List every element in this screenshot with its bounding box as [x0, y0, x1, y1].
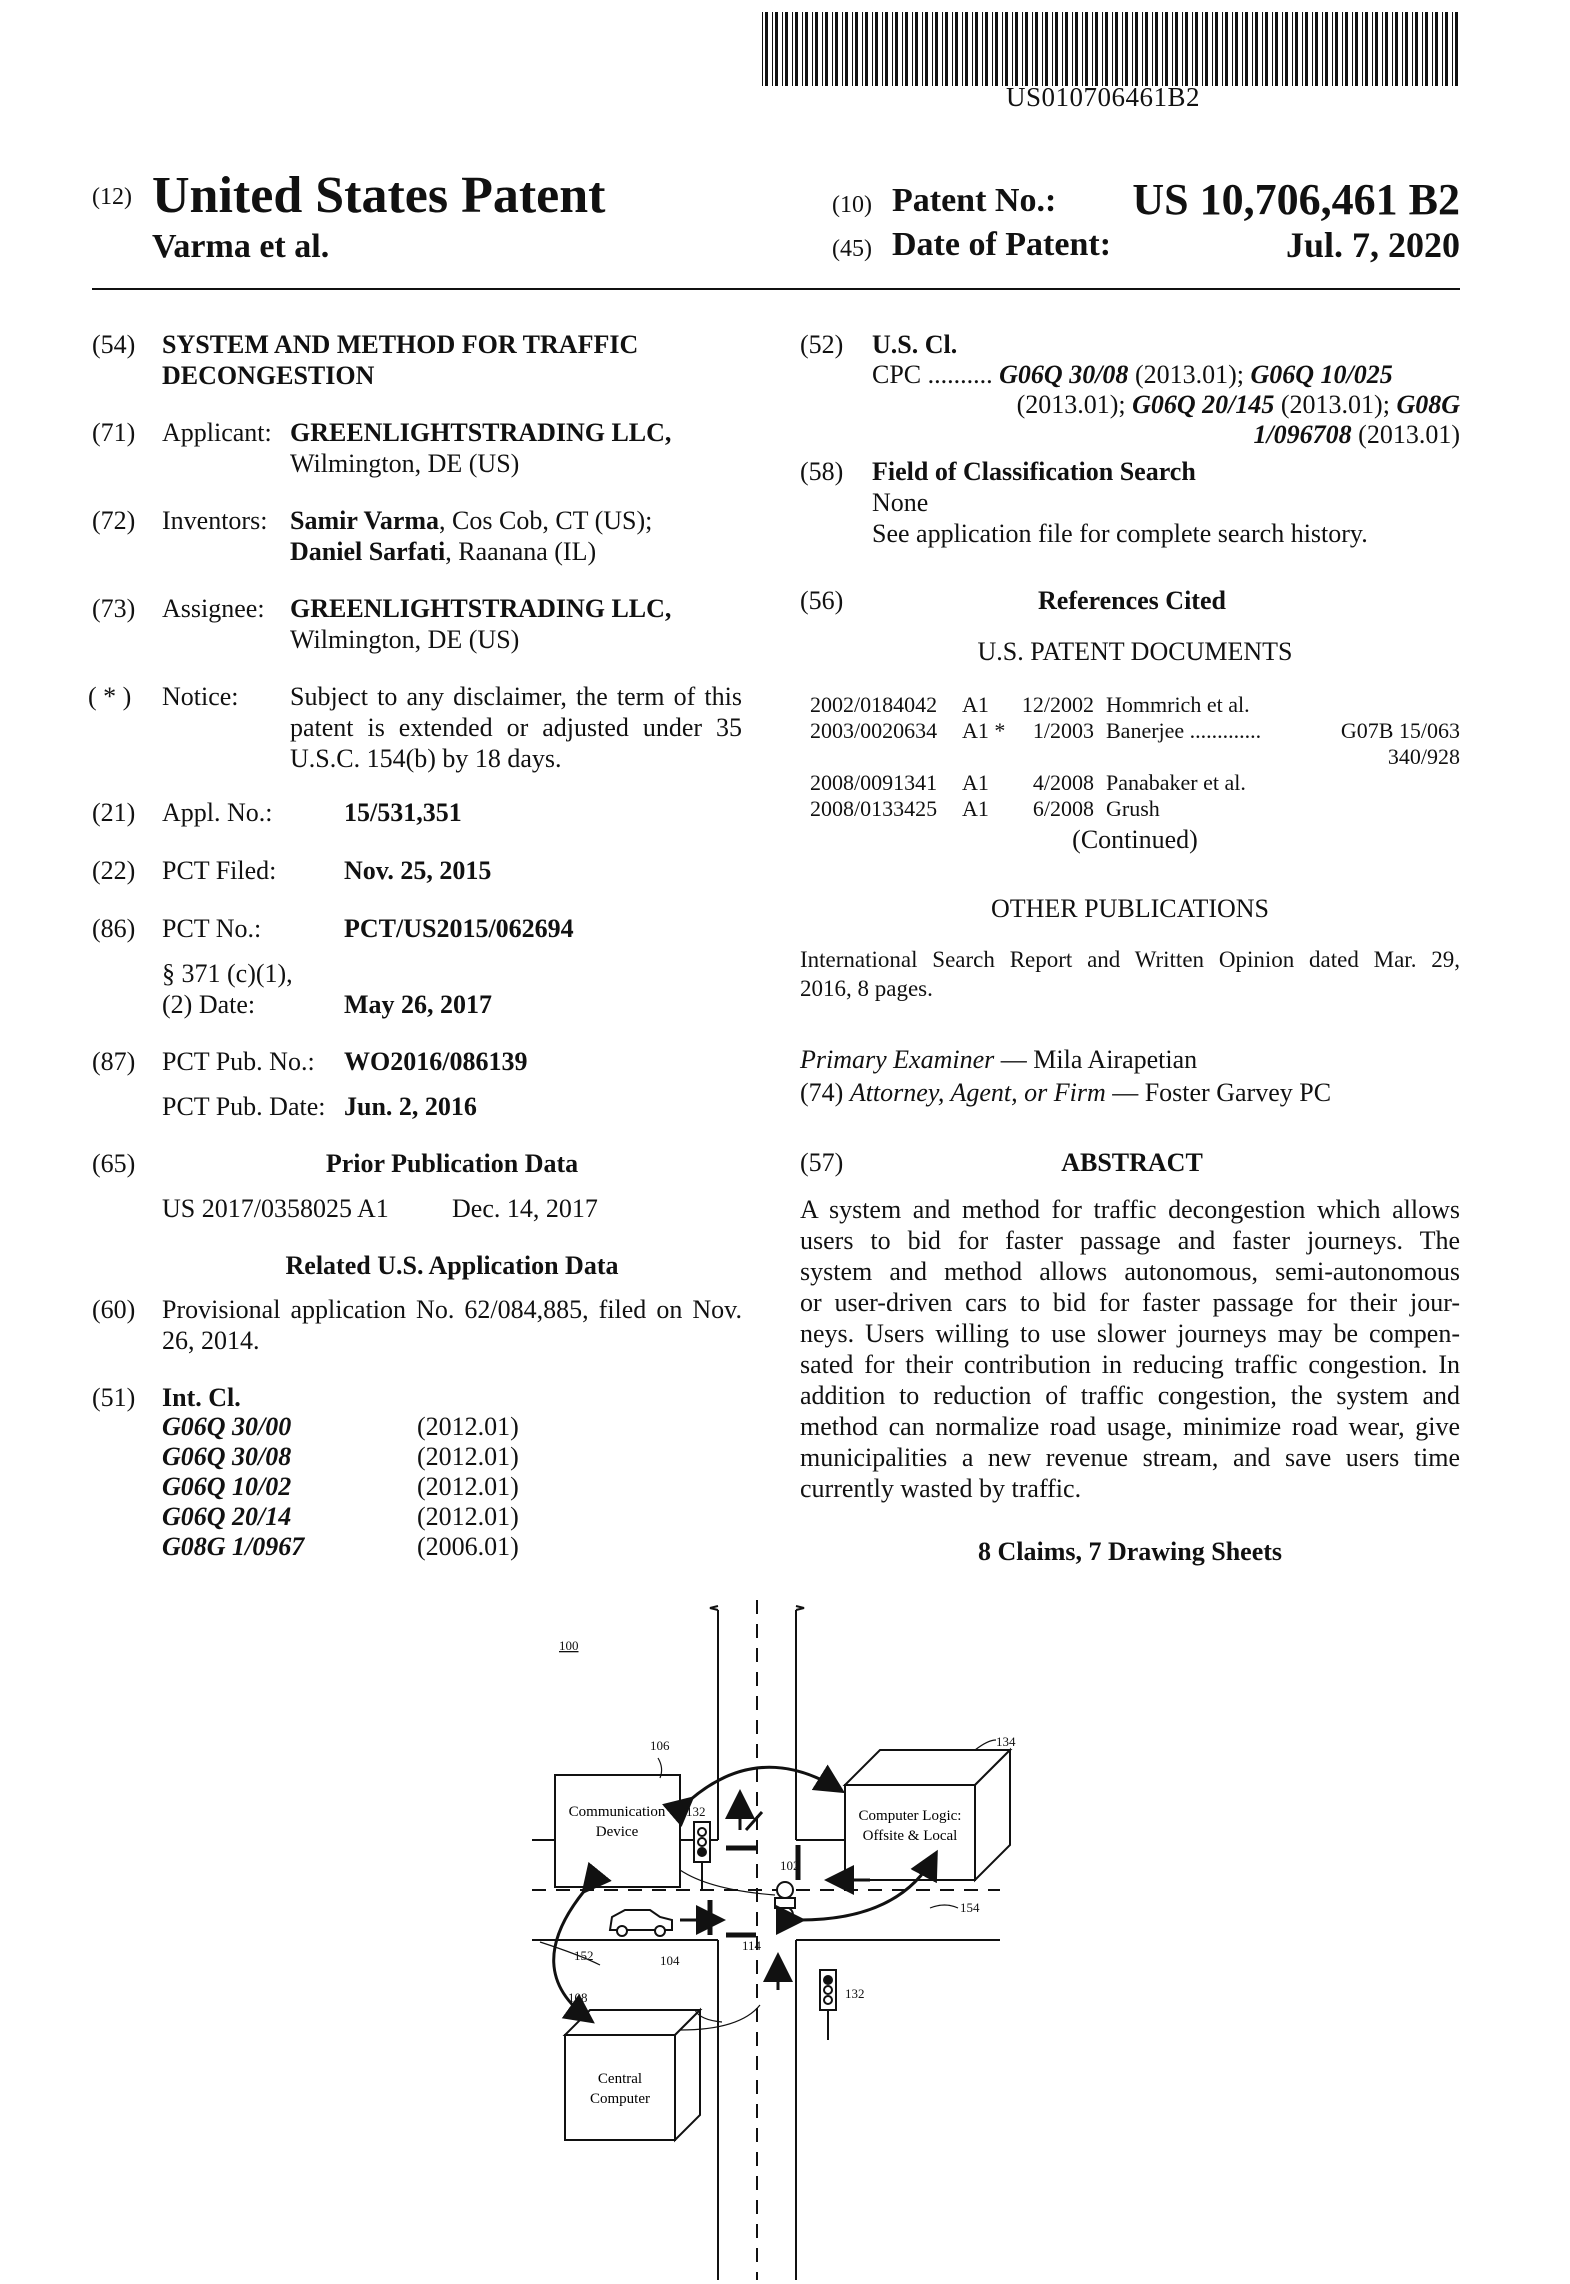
provisional-line-1: Provisional application No. 62/084,885, filed on Nov.	[162, 1295, 742, 1324]
primary-examiner: Primary Examiner — Mila Airapetian	[800, 1045, 1198, 1074]
int-cl-heading: Int. Cl.	[162, 1383, 241, 1412]
barcode-bar	[1235, 12, 1238, 86]
barcode-bar	[1315, 12, 1318, 86]
abstract-heading: ABSTRACT	[1061, 1148, 1203, 1177]
barcode-bar	[985, 12, 988, 86]
barcode-bar	[1005, 12, 1008, 86]
assignee-location: Wilmington, DE (US)	[290, 625, 520, 654]
int-cl-row: G08G 1/0967 (2006.01)	[162, 1532, 519, 1561]
barcode-bar	[1165, 12, 1168, 86]
pct-filed: Nov. 25, 2015	[344, 856, 492, 885]
barcode-bar	[935, 12, 938, 86]
barcode-bar	[1345, 12, 1348, 86]
applicant-label: Applicant:	[162, 418, 272, 447]
barcode-bar	[992, 12, 993, 86]
barcode-bar	[825, 12, 828, 86]
code-60: (60)	[92, 1295, 136, 1324]
reference-row: 2008/0091341 A1 4/2008 Panabaker et al.	[810, 770, 1246, 795]
barcode-bar	[1202, 12, 1203, 86]
computer-logic-label-2: Offsite & Local	[862, 1828, 958, 1844]
barcode-bar	[1282, 12, 1283, 86]
notice-line-2: patent is extended or adjusted under 35	[290, 713, 742, 742]
barcode-bar	[1112, 12, 1113, 86]
prior-pub-heading: Prior Publication Data	[325, 1149, 579, 1178]
claims-summary: 8 Claims, 7 Drawing Sheets	[977, 1537, 1283, 1566]
abstract-line: method can normalize road usage, minimize road wear, give	[800, 1412, 1460, 1441]
code-10: (10)	[832, 192, 872, 218]
barcode-bar	[1392, 12, 1393, 86]
abstract-text	[800, 1194, 1460, 1504]
patent-date: Jul. 7, 2020	[1285, 225, 1460, 265]
ref-114: 114	[742, 1938, 762, 1953]
barcode-bar	[872, 12, 873, 86]
other-pubs-heading: OTHER PUBLICATIONS	[990, 894, 1270, 923]
barcode-bar	[815, 12, 818, 86]
car-icon	[610, 1910, 672, 1936]
barcode-bar	[1325, 12, 1328, 86]
barcode-bar	[812, 12, 813, 86]
barcode-bar	[1012, 12, 1013, 86]
barcode-bar	[1312, 12, 1313, 86]
barcode-bar	[962, 12, 963, 86]
traffic-light-upper	[694, 1822, 710, 1890]
barcode-bar	[782, 12, 783, 86]
barcode-bar	[905, 12, 908, 86]
barcode-bar	[1352, 12, 1353, 86]
abstract-line: system and method allows autonomous, semi-autonomous	[800, 1257, 1460, 1286]
barcode-bar	[1332, 12, 1333, 86]
barcode-bar	[885, 12, 888, 86]
barcode-bar	[1142, 12, 1143, 86]
barcode-bar	[822, 12, 823, 86]
code-12: (12)	[92, 184, 132, 210]
abstract-line: or user-driven cars to bid for faster passage for their jour-	[800, 1288, 1460, 1317]
date-label: Date of Patent:	[892, 226, 1112, 263]
barcode-bar	[975, 12, 978, 86]
barcode-bar	[1095, 12, 1098, 86]
barcode-bar	[1172, 12, 1173, 86]
barcode-bar	[1385, 12, 1388, 86]
title-line-2: DECONGESTION	[162, 361, 375, 390]
code-73: (73)	[92, 594, 136, 623]
abstract-line: addition to reduction of traffic congestion, the system and	[800, 1381, 1460, 1410]
barcode-bar	[1285, 12, 1288, 86]
code-72: (72)	[92, 506, 136, 535]
ref-108: 108	[568, 1990, 588, 2005]
barcode-bar	[895, 12, 898, 86]
barcode-bar	[1452, 12, 1453, 86]
barcode-bar	[1355, 12, 1358, 86]
barcode-bar	[1052, 12, 1053, 86]
cpc-line-1: CPC .......... G06Q 30/08 (2013.01); G06Q 10/025	[872, 360, 1393, 389]
barcode-bar	[1105, 12, 1108, 86]
abstract-line: municipalities a new revenue stream, and save users time	[800, 1443, 1460, 1472]
applicant-name: GREENLIGHTSTRADING LLC,	[290, 418, 672, 447]
barcode-bar	[1195, 12, 1198, 86]
other-pubs-line-2: 2016, 8 pages.	[800, 976, 933, 1001]
cpc-line-2: (2013.01); G06Q 20/145 (2013.01); G08G	[1016, 390, 1460, 419]
code-45: (45)	[832, 236, 872, 262]
barcode-bar	[835, 12, 838, 86]
barcode-bar	[1092, 12, 1093, 86]
barcode-bar	[775, 12, 778, 86]
barcode-bar	[765, 12, 768, 86]
barcode-bar	[1412, 12, 1413, 86]
barcode-bar	[965, 12, 968, 86]
s371-line-2: (2) Date:	[162, 990, 256, 1019]
barcode-bar	[1272, 12, 1273, 86]
barcode-bar	[1395, 12, 1398, 86]
barcode-bar	[1442, 12, 1443, 86]
barcode-bar	[842, 12, 843, 86]
s371-line-1: § 371 (c)(1),	[162, 959, 293, 988]
barcode-bar	[1145, 12, 1148, 86]
central-computer-label-2: Computer	[590, 2091, 650, 2107]
barcode-bar	[1335, 12, 1338, 86]
barcode-bar	[1055, 12, 1058, 86]
barcode-bar	[1342, 12, 1343, 86]
cpc-line-3: 1/096708 (2013.01)	[1253, 420, 1460, 449]
barcode-bar	[1242, 12, 1243, 86]
ref-102: 102	[780, 1858, 800, 1873]
barcode-bar	[902, 12, 903, 86]
code-56: (56)	[800, 586, 844, 615]
barcode-bar	[1362, 12, 1363, 86]
patent-type: United States Patent	[152, 167, 606, 224]
abstract-line: currently wasted by traffic.	[800, 1474, 1082, 1503]
prior-pub-date: Dec. 14, 2017	[452, 1194, 598, 1223]
barcode-bar	[772, 12, 773, 86]
barcode-bar	[852, 12, 853, 86]
assignee-label: Assignee:	[162, 594, 265, 623]
code-54: (54)	[92, 330, 136, 359]
us-patent-docs-heading: U.S. PATENT DOCUMENTS	[977, 637, 1293, 666]
front-page-drawing	[0, 1590, 1570, 2284]
ref-106: 106	[650, 1738, 670, 1753]
ref-152: 152	[574, 1948, 594, 1963]
abstract-line: A system and method for traffic decongestion which allows	[800, 1195, 1460, 1224]
abstract-line: sated for their contribution in reducing traffic congestion. In	[800, 1350, 1460, 1379]
code-52: (52)	[800, 330, 844, 359]
ref-134: 134	[996, 1734, 1016, 1749]
ref-100: 100	[559, 1638, 579, 1653]
barcode-bar	[932, 12, 933, 86]
barcode-bar	[1022, 12, 1023, 86]
barcode-bar	[1302, 12, 1303, 86]
barcode-bar	[1432, 12, 1433, 86]
other-pubs-line-1: International Search Report and Written Opinion dated Mar. 29,	[800, 947, 1460, 972]
barcode-bar	[1275, 12, 1278, 86]
assignee-name: GREENLIGHTSTRADING LLC,	[290, 594, 672, 623]
barcode-bar	[1025, 12, 1028, 86]
references-table	[810, 692, 1460, 822]
barcode-bar	[1245, 12, 1248, 86]
ref-104: 104	[660, 1953, 680, 1968]
barcode-bar	[1422, 12, 1423, 86]
reference-row: 2008/0133425 A1 6/2008 Grush	[810, 796, 1160, 821]
patent-no-label: Patent No.:	[892, 182, 1057, 219]
code-58: (58)	[800, 457, 844, 486]
barcode-bar	[865, 12, 868, 86]
barcode-bar	[1125, 12, 1128, 86]
title-line-1: SYSTEM AND METHOD FOR TRAFFIC	[162, 330, 639, 359]
barcode-bar	[1425, 12, 1428, 86]
barcode-bar	[1255, 12, 1258, 86]
barcode-bar	[1032, 12, 1033, 86]
barcode-bar	[1225, 12, 1228, 86]
int-cl-list	[162, 1412, 519, 1562]
barcode-bar	[802, 12, 803, 86]
barcode-bar	[875, 12, 878, 86]
reference-row: 340/928	[1387, 744, 1460, 769]
computer-logic-label-1: Computer Logic:	[858, 1808, 962, 1824]
references-continued: (Continued)	[1072, 825, 1198, 854]
barcode-bar	[855, 12, 858, 86]
barcode-bar	[1132, 12, 1133, 86]
pct-pub-date: Jun. 2, 2016	[344, 1092, 477, 1121]
barcode-bar	[1292, 12, 1293, 86]
field-search-heading: Field of Classification Search	[872, 457, 1196, 486]
barcode-bar	[952, 12, 953, 86]
barcode-bar	[1295, 12, 1298, 86]
code-22: (22)	[92, 856, 136, 885]
barcode-bar	[892, 12, 893, 86]
ref-154: 154	[960, 1900, 980, 1915]
barcode-bar	[785, 12, 788, 86]
barcode-bar	[1382, 12, 1383, 86]
int-cl-row: G06Q 20/14 (2012.01)	[162, 1502, 519, 1531]
barcode-bar	[1045, 12, 1048, 86]
int-cl-row: G06Q 30/00 (2012.01)	[162, 1412, 519, 1441]
reference-row: 2002/0184042 A1 12/2002 Hommrich et al.	[810, 692, 1250, 717]
barcode-bar	[792, 12, 793, 86]
barcode-bar	[915, 12, 918, 86]
vehicle-icon	[775, 1882, 795, 1923]
barcode-bar	[1102, 12, 1103, 86]
barcode-number: US010706461B2	[1006, 82, 1201, 112]
abstract-line: neys. Users willing to use slower journeys may be compen-	[800, 1319, 1460, 1348]
barcode-bar	[1075, 12, 1078, 86]
barcode-bar	[1162, 12, 1163, 86]
attorney: (74) Attorney, Agent, or Firm — Foster Garvey PC	[800, 1078, 1332, 1107]
s371-date: May 26, 2017	[344, 990, 493, 1019]
references-heading: References Cited	[1038, 586, 1226, 615]
prior-pub-number: US 2017/0358025 A1	[162, 1194, 389, 1223]
barcode-bar	[1415, 12, 1418, 86]
barcode-bar	[762, 12, 763, 86]
barcode-bar	[925, 12, 928, 86]
header-rule	[92, 288, 1460, 290]
patent-no: US 10,706,461 B2	[1132, 175, 1460, 224]
barcode-bar	[1322, 12, 1323, 86]
barcode-bar	[955, 12, 958, 86]
barcode-bar	[1232, 12, 1233, 86]
barcode-bar	[1455, 12, 1458, 86]
barcode-bar	[1365, 12, 1368, 86]
barcode-bar	[1002, 12, 1003, 86]
barcode-bar	[1375, 12, 1378, 86]
barcode-bar	[1015, 12, 1018, 86]
barcode-bar	[972, 12, 973, 86]
barcode-bar	[795, 12, 798, 86]
barcode-bar	[995, 12, 998, 86]
barcode-bar	[1445, 12, 1448, 86]
ref-132-lower: 132	[845, 1986, 865, 2001]
pct-no-label: PCT No.:	[162, 914, 262, 943]
barcode-bar	[945, 12, 948, 86]
barcode-bar	[1262, 12, 1263, 86]
traffic-light-lower	[820, 1970, 836, 2040]
barcode-bar	[845, 12, 848, 86]
barcode-bar	[882, 12, 883, 86]
pct-filed-label: PCT Filed:	[162, 856, 277, 885]
barcode-bar	[832, 12, 833, 86]
code-71: (71)	[92, 418, 136, 447]
barcode-bar	[982, 12, 983, 86]
pct-pub-no-label: PCT Pub. No.:	[162, 1047, 315, 1076]
us-cl-heading: U.S. Cl.	[872, 330, 958, 359]
inventor-2: Daniel Sarfati, Raanana (IL)	[290, 537, 597, 566]
barcode	[760, 12, 1460, 86]
barcode-bar	[1042, 12, 1043, 86]
inventors-label: Inventors:	[162, 506, 268, 535]
code-65: (65)	[92, 1149, 136, 1178]
barcode-bar	[942, 12, 943, 86]
barcode-bar	[1402, 12, 1403, 86]
code-51: (51)	[92, 1383, 136, 1412]
applicant-location: Wilmington, DE (US)	[290, 449, 520, 478]
barcode-bar	[1205, 12, 1208, 86]
int-cl-row: G06Q 30/08 (2012.01)	[162, 1442, 519, 1471]
barcode-bar	[1115, 12, 1118, 86]
barcode-bar	[1152, 12, 1153, 86]
barcode-bar	[1212, 12, 1213, 86]
barcode-bar	[1182, 12, 1183, 86]
int-cl-row: G06Q 10/02 (2012.01)	[162, 1472, 519, 1501]
code-87: (87)	[92, 1047, 136, 1076]
pct-no: PCT/US2015/062694	[344, 914, 574, 943]
barcode-bar	[1155, 12, 1158, 86]
notice-code: ( * )	[88, 682, 132, 711]
ref-132-upper: 132	[686, 1804, 706, 1819]
barcode-bar	[1035, 12, 1038, 86]
field-search-none: None	[872, 488, 929, 517]
barcode-bar	[1215, 12, 1218, 86]
pct-pub-no: WO2016/086139	[344, 1047, 528, 1076]
central-computer-label-1: Central	[597, 2071, 643, 2087]
notice-line-3: U.S.C. 154(b) by 18 days.	[290, 744, 562, 773]
barcode-bar	[1082, 12, 1083, 86]
barcode-bar	[805, 12, 808, 86]
code-86: (86)	[92, 914, 136, 943]
barcode-bar	[1065, 12, 1068, 86]
field-search-note: See application file for complete search history.	[872, 519, 1368, 548]
appl-no-label: Appl. No.:	[162, 798, 273, 827]
code-57: (57)	[800, 1148, 844, 1177]
barcode-bar	[1265, 12, 1268, 86]
code-21: (21)	[92, 798, 136, 827]
barcode-bar	[1122, 12, 1123, 86]
inventor-1: Samir Varma, Cos Cob, CT (US);	[290, 506, 653, 535]
barcode-bar	[1072, 12, 1073, 86]
barcode-bar	[1252, 12, 1253, 86]
barcode-bar	[1405, 12, 1408, 86]
comm-device-label-1: Communication	[568, 1804, 666, 1820]
barcode-bar	[1372, 12, 1373, 86]
abstract-line: users to bid for faster passage and faster journeys. The	[800, 1226, 1460, 1255]
barcode-bar	[912, 12, 913, 86]
notice-label: Notice:	[162, 682, 239, 711]
barcode-bar	[922, 12, 923, 86]
barcode-bar	[862, 12, 863, 86]
barcode-bar	[1192, 12, 1193, 86]
barcode-bar	[1085, 12, 1088, 86]
appl-no: 15/531,351	[344, 798, 462, 827]
barcode-bar	[1185, 12, 1188, 86]
barcode-bar	[1305, 12, 1308, 86]
barcode-bar	[1435, 12, 1438, 86]
reference-row: 2003/0020634 A1 * 1/2003 Banerjee ............. G07B 15/063	[810, 718, 1460, 743]
pct-pub-date-label: PCT Pub. Date:	[162, 1092, 326, 1121]
barcode-bar	[1222, 12, 1223, 86]
notice-line-1: Subject to any disclaimer, the term of this	[290, 682, 742, 711]
barcode-bar	[1135, 12, 1138, 86]
barcode-bar	[1062, 12, 1063, 86]
comm-device-label-2: Device	[595, 1824, 639, 1840]
inventor-short: Varma et al.	[152, 228, 330, 265]
related-heading: Related U.S. Application Data	[285, 1251, 619, 1280]
provisional-line-2: 26, 2014.	[162, 1326, 260, 1355]
barcode-bar	[1175, 12, 1178, 86]
